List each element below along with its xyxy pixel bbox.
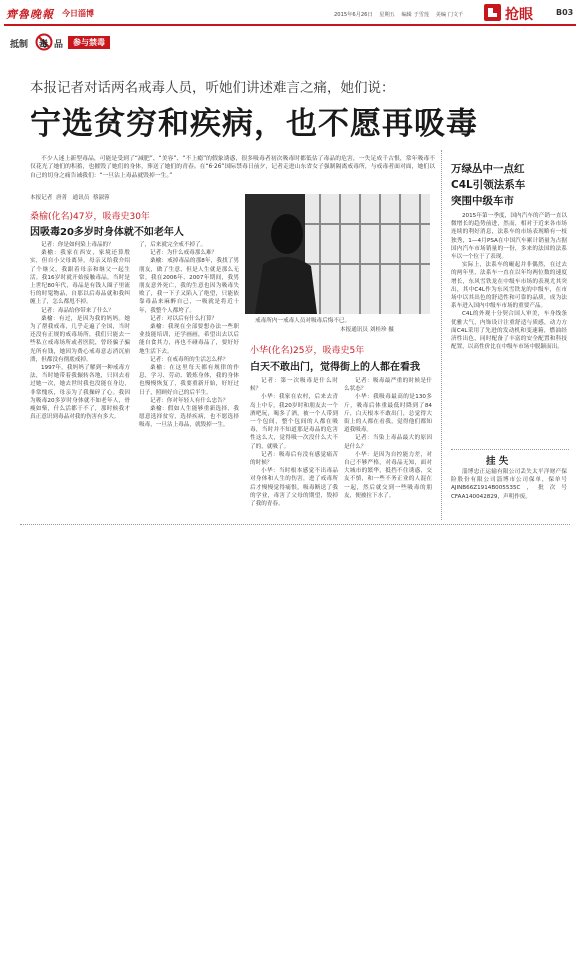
story1-head2: 因吸毒20多岁时身体就不如老年人 bbox=[30, 227, 184, 238]
story1-p: 记者：你是如何染上毒品的？ bbox=[41, 242, 114, 248]
lead-text: 不少人迷上新型毒品，可能是受到了“减肥”、“美容”、“不上瘾”的假象诱惑，很多吸毒者初次吸毒时都低估了毒品的危害，一失足成千古恨，常年吸毒不仅花光了她们的积蓄，也摧毁了她们的身体，葬送了她们的青春。在“6·26”国际禁毒日前夕，记者走进山东省女子强制隔离戒毒所，与戒毒者面对面，她们以自己的切身之痛告诫我们：“一旦沾上毒品就毁掉一生。” bbox=[30, 156, 435, 179]
story1-p: 桑榆：我家在西安，家境还算殷实，但自小父母离异，母亲又给我介绍了个继父，我跟着母亲和继父一起生活。我16岁时就开始接触毒品，当时是上世纪80年代，毒品是有钱人圈子里流行的时髦物品，自那以后毒品就和我纠缠上了，怎么都甩不掉。 bbox=[30, 250, 130, 306]
news-photo bbox=[245, 194, 430, 314]
designer-credit: 美编 门文千 bbox=[435, 12, 464, 18]
content-bottom-rule bbox=[20, 524, 570, 525]
lost-notice-body bbox=[451, 468, 567, 520]
sidebar-p: 2015年第一季度，国内汽车的产销一直以微增长的趋势前进，然而，相对于近来各市场连续的利好消息，法系车的市场表现略有一枝独秀，1—4月PSA在中国汽车累计销量为占据国内汽车市场销量的一份，多来的法国的法系车以一个位于了表现。 bbox=[451, 213, 567, 261]
story1-p: 记者：你对年轻人有什么忠告？ bbox=[150, 397, 229, 404]
story1-p: 桑榆：假如人生能够重新选择，我愿意选择贫穷，选择疾病，也不愿选择吸毒，一旦沾上毒品，就毁掉一生。 bbox=[139, 406, 239, 429]
story2-head1: 小华(化名)25岁，吸毒史5年 bbox=[250, 346, 365, 356]
story1-p: 桑榆：有过，是因为我的妈妈。她为了帮我戒毒，几乎走遍了全国，当时还没有正规的戒毒场所，我们只能去一些私立戒毒场所或者医院，曾经骗子骗光所有钱，她因为费心戒毒意志消沉崩溃，但都没有彻底戒掉。 bbox=[30, 315, 130, 363]
sidebar-body bbox=[451, 212, 567, 447]
story1-p: 记者：在戒毒所的生活怎么样？ bbox=[150, 356, 229, 363]
campaign-banner bbox=[6, 33, 146, 53]
issue-date: 2015年6月26日 bbox=[334, 12, 373, 18]
story2-col2 bbox=[344, 377, 432, 519]
lost-notice-text: 淄博忠正运输有限公司丢失太平洋财产保险股份有限公司淄博市公司保单，保单号AJINB66Z1914B005535C，批次号CFAA140042829，声明作废。 bbox=[451, 469, 567, 500]
campaign-suffix: 品 bbox=[54, 40, 64, 50]
photo-caption: 戒毒所内一戒毒人员对吸毒后悔不已。 bbox=[255, 318, 351, 324]
story2-p: 记者：吸毒后有没有感觉痛苦的时候？ bbox=[250, 451, 338, 467]
section-icon bbox=[484, 4, 501, 21]
story1-head1: 桑榆(化名)47岁，吸毒史30年 bbox=[30, 212, 150, 222]
story1-p: 桑榆：戒掉毒品的那8年，我找了男朋友，做了生意，但是人生就是那么无常。我在2006年、2007年期间，我男朋友意外死亡，我的生意也因为吸毒失败了，我一下子又陷入了绝望，只能依靠毒品来麻醉自己，一吸就是将近十年，我整个人都垮了。 bbox=[139, 258, 239, 314]
story2-col1 bbox=[250, 377, 338, 519]
story2-p: 小华：当时根本感觉不出毒品对身体和人生的伤害，进了戒毒所后才慢慢觉得痛恨，吸毒断送了我的学业，毒害了父母的期望，毁掉了我的青春。 bbox=[250, 468, 338, 508]
story1-col1 bbox=[30, 241, 130, 519]
sidebar-title2: C4L引领法系车 bbox=[451, 179, 526, 191]
newspaper-logo: 齊魯晚報 bbox=[6, 8, 54, 21]
masthead-rule bbox=[4, 24, 576, 26]
story1-p: 了，后来就完全戒不掉了。 bbox=[139, 242, 207, 248]
headline-kicker: 本报记者对话两名戒毒人员，听她们讲述难言之痛，她们说： bbox=[30, 80, 395, 96]
story1-p: 桑榆：我现在全部要想办法一些职业技能培训，还学画画，希望出去以后能自食其力，再也不碰毒品了，要好好地生活下去。 bbox=[139, 324, 239, 355]
story1-p: 记者：为什么戒毒那么难？ bbox=[150, 250, 218, 257]
photo-image bbox=[245, 194, 430, 314]
sidebar-title3: 突围中级车市 bbox=[451, 195, 514, 207]
arrow-icon bbox=[484, 4, 501, 21]
story2-p: 小华：我吸毒最高的是130多斤，吸毒后体重最低时降到了84斤，白天根本不敢出门，总觉得大街上的人都在看我，觉得他们都知道我吸毒。 bbox=[344, 394, 432, 434]
edition-label: 今日淄博 bbox=[62, 9, 94, 18]
story1-col2 bbox=[139, 241, 239, 519]
sidebar-p: C4L的外观十分契合国人审美，车身线条优雅大气，内饰设计注重舒适与质感，动力方面C4L采用了先进的发动机和变速箱，燃油经济性出色，同时配备了丰富的安全配置和科技配置，以高性价比在中级车市场中脱颖而出。 bbox=[451, 311, 567, 351]
page-number: B03 bbox=[556, 8, 574, 17]
story1-p: 记者：毒品给你带来了什么？ bbox=[41, 307, 114, 314]
byline-role-2: 通讯员 bbox=[72, 195, 90, 201]
story2-head2: 白天不敢出门，觉得街上的人都在看我 bbox=[250, 362, 420, 373]
lost-notice-title: 挂 失 bbox=[486, 456, 509, 467]
campaign-tag: 参与禁毒 bbox=[68, 36, 110, 49]
sidebar-title1: 万绿丛中一点红 bbox=[451, 163, 525, 175]
masthead bbox=[0, 0, 580, 26]
story2-p: 记者：第一次吸毒是什么时候？ bbox=[250, 378, 338, 393]
sidebar-divider bbox=[441, 150, 442, 520]
byline-name-2: 蔡淑蓉 bbox=[92, 195, 110, 201]
campaign-prefix: 抵制 bbox=[10, 40, 29, 50]
photo-credit: 本报通讯员 刘桂珍 摄 bbox=[340, 327, 394, 333]
byline bbox=[30, 193, 110, 201]
headline-main: 宁选贫穷和疾病，也不愿再吸毒 bbox=[30, 106, 478, 142]
sidebar-p: 实际上，法系车的崛起并非偶然，在过去的两年里，法系车一直在以年均两位数的速度增长，东风雪铁龙在中级车市场的表现尤其突出，其中C4L作为东风雪铁龙的中级车，在市场中以其出色的舒适性和可靠的品质，成为法系车进入国内中级车市场的重要产品。 bbox=[451, 262, 567, 310]
no-drugs-icon bbox=[35, 33, 53, 51]
editor-credit: 编辑 于雪莲 bbox=[401, 12, 430, 18]
byline-name-1: 唐菁 bbox=[55, 195, 68, 201]
story2-p: 记者：吸毒最严重的时候是什么状态？ bbox=[344, 378, 432, 393]
story2-p: 记者：当染上毒品最大的原因是什么？ bbox=[344, 435, 432, 450]
lead-paragraph bbox=[30, 155, 435, 188]
masthead-info bbox=[334, 11, 463, 18]
section-badge bbox=[484, 3, 554, 22]
story1-p: 桑榆：在这里每天都有规律的作息，学习、劳动、锻炼身体，我的身体也慢慢恢复了，我要重新开始，好好过日子，照顾好自己的后半生。 bbox=[139, 365, 239, 396]
story1-p: 1997年，我妈妈了解到一种戒毒方法，当时她带着我辗转各地，只回去看过她一次，她去世时我也没能在身边，非常愧疚，母亲为了我操碎了心。我因为吸毒20多岁时身体就不如老年人，骨瘦如柴，什么活都干不了，那时候我才真正意识到毒品对我的伤害有多大。 bbox=[30, 365, 130, 421]
byline-role-1: 本报记者 bbox=[30, 195, 53, 201]
issue-weekday: 星期五 bbox=[379, 12, 395, 18]
section-title: 抢眼 bbox=[505, 7, 533, 23]
story2-p: 小华：我家在农村，后来去青岛上中专，我20岁时和朋友去一个酒吧玩，喝多了酒，被一个人带到一个包间，整个包间的人都在吸毒，当时并不知道那是毒品的危害性这么大，觉得吸一次没什么大不了的，就吸了。 bbox=[250, 394, 338, 450]
story2-p: 小华：是因为自控能力差，对自己不够严格，对毒品无知，面对大城市的繁华，抵挡不住诱惑，交友不慎，和一些不务正业的人混在一起，然后就交到一些吸毒的朋友，便被拉下水了。 bbox=[344, 451, 432, 499]
lost-notice-rule bbox=[451, 449, 569, 450]
campaign-middle: 毒 bbox=[39, 40, 49, 50]
story1-p: 记者：对以后有什么打算？ bbox=[150, 315, 218, 322]
